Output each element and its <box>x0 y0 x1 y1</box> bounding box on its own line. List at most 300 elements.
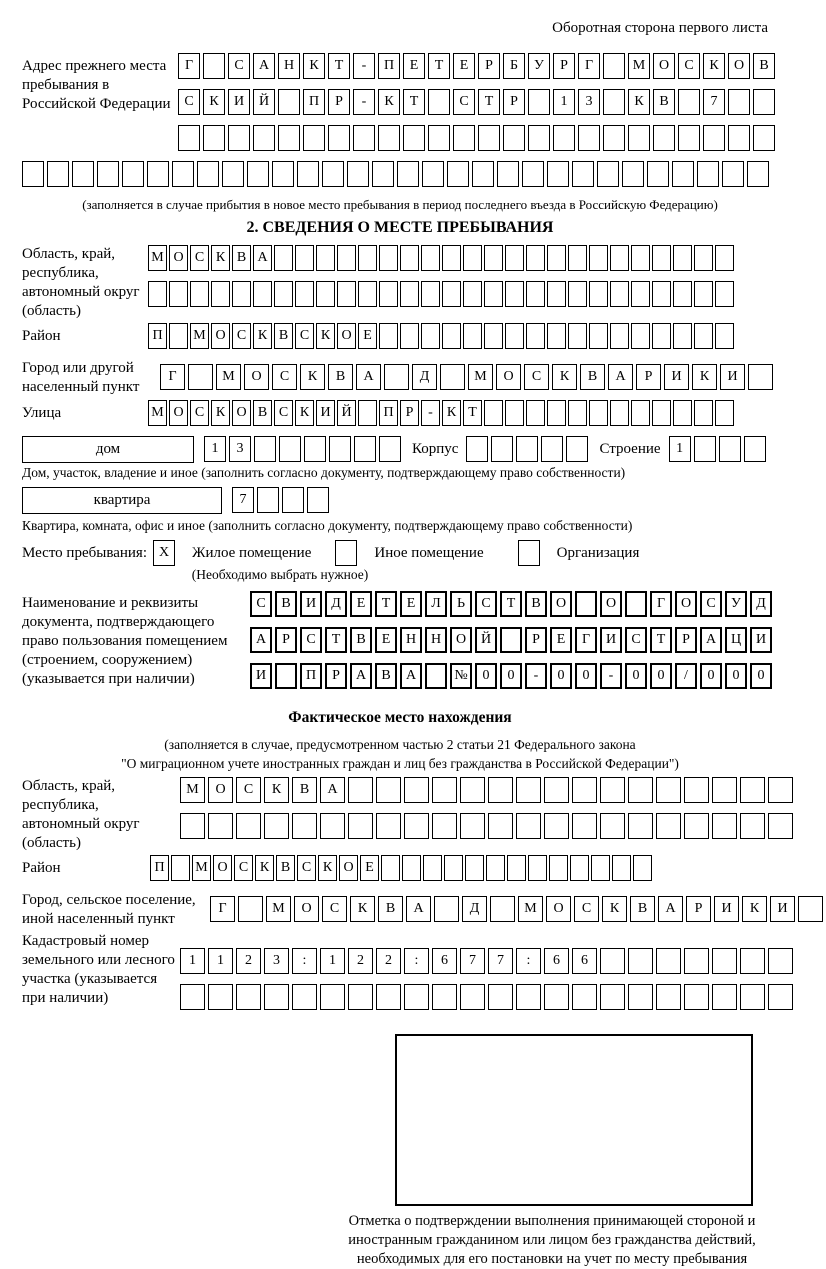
char-cell <box>297 161 319 187</box>
char-cell: № <box>450 663 472 689</box>
char-cell: Р <box>686 896 711 922</box>
char-cell <box>568 245 587 271</box>
char-cell <box>484 245 503 271</box>
char-cell: 0 <box>650 663 672 689</box>
char-cell: : <box>404 948 429 974</box>
char-cell <box>522 161 544 187</box>
char-cell: Е <box>550 627 572 653</box>
char-cell: К <box>211 400 230 426</box>
char-cell: М <box>180 777 205 803</box>
char-cell <box>428 125 450 151</box>
char-cell <box>402 855 421 881</box>
stroenie-label: Строение <box>599 441 661 457</box>
char-cell: М <box>192 855 211 881</box>
char-cell: Г <box>578 53 600 79</box>
char-cell <box>740 777 765 803</box>
char-cell: 7 <box>703 89 725 115</box>
char-cell: О <box>337 323 356 349</box>
char-cell: К <box>211 245 230 271</box>
char-cell <box>348 984 373 1010</box>
char-cell <box>673 323 692 349</box>
street-field <box>0 400 800 436</box>
char-cell: 1 <box>180 948 205 974</box>
char-cell: Р <box>328 89 350 115</box>
fact-city-row <box>210 896 826 923</box>
char-cell: В <box>292 777 317 803</box>
char-cell <box>768 777 793 803</box>
char-cell <box>631 245 650 271</box>
char-cell <box>744 436 766 462</box>
char-cell <box>488 984 513 1010</box>
char-cell: К <box>203 89 225 115</box>
char-cell <box>208 984 233 1010</box>
char-cell <box>652 281 671 307</box>
char-cell: 7 <box>488 948 513 974</box>
char-cell: К <box>316 323 335 349</box>
char-cell <box>600 777 625 803</box>
char-cell: Т <box>325 627 347 653</box>
char-cell <box>372 161 394 187</box>
char-cell: А <box>406 896 431 922</box>
char-cell: Г <box>210 896 235 922</box>
city-label: Город или другой населенный пункт <box>22 360 140 395</box>
prev-address-row-3 <box>178 125 778 152</box>
fact-region-row-2 <box>180 813 796 840</box>
char-cell <box>328 125 350 151</box>
char-cell <box>652 245 671 271</box>
char-cell <box>628 984 653 1010</box>
char-cell: О <box>339 855 358 881</box>
char-cell: Г <box>178 53 200 79</box>
char-cell <box>236 984 261 1010</box>
cadastral-row-2 <box>180 984 796 1011</box>
char-cell: В <box>328 364 353 390</box>
char-cell <box>337 281 356 307</box>
char-cell: 2 <box>236 948 261 974</box>
char-cell <box>633 855 652 881</box>
char-cell <box>303 125 325 151</box>
char-cell <box>211 281 230 307</box>
stroenie-cells <box>669 436 769 463</box>
char-cell <box>678 89 700 115</box>
char-cell <box>460 813 485 839</box>
char-cell <box>208 813 233 839</box>
char-cell: О <box>169 400 188 426</box>
char-cell <box>257 487 279 513</box>
char-cell: О <box>675 591 697 617</box>
cadastral-field <box>0 932 800 1020</box>
char-cell <box>466 436 488 462</box>
fact-city-field <box>0 891 800 932</box>
char-cell <box>647 161 669 187</box>
char-cell <box>719 436 741 462</box>
char-cell <box>432 813 457 839</box>
char-cell <box>673 245 692 271</box>
char-cell: 3 <box>264 948 289 974</box>
prev-address-label: Адрес прежнего места пребывания в Российской Федерации <box>22 58 171 112</box>
fact-region-field <box>0 777 800 853</box>
char-cell: П <box>300 663 322 689</box>
char-cell: X <box>153 540 175 566</box>
char-cell: А <box>658 896 683 922</box>
char-cell: Р <box>675 627 697 653</box>
char-cell <box>528 125 550 151</box>
char-cell <box>544 984 569 1010</box>
char-cell <box>547 323 566 349</box>
char-cell: О <box>546 896 571 922</box>
stay-type-checkbox-organization <box>518 540 543 567</box>
char-cell <box>404 813 429 839</box>
char-cell <box>526 281 545 307</box>
char-cell: 2 <box>348 948 373 974</box>
char-cell <box>253 125 275 151</box>
char-cell <box>740 813 765 839</box>
char-cell: В <box>350 627 372 653</box>
char-cell <box>547 281 566 307</box>
char-cell: 1 <box>553 89 575 115</box>
char-cell <box>603 125 625 151</box>
apartment-box-label: квартира <box>22 487 222 514</box>
char-cell <box>379 323 398 349</box>
korpus-label: Корпус <box>412 441 459 457</box>
char-cell <box>503 125 525 151</box>
char-cell <box>656 948 681 974</box>
char-cell <box>307 487 329 513</box>
char-cell <box>603 89 625 115</box>
char-cell <box>694 281 713 307</box>
char-cell: В <box>375 663 397 689</box>
char-cell: 6 <box>432 948 457 974</box>
char-cell: С <box>700 591 722 617</box>
stay-type-option-residential: Жилое помещение <box>192 545 312 561</box>
char-cell <box>684 984 709 1010</box>
char-cell <box>589 245 608 271</box>
char-cell <box>316 245 335 271</box>
char-cell: 1 <box>669 436 691 462</box>
char-cell <box>97 161 119 187</box>
char-cell <box>516 984 541 1010</box>
char-cell <box>421 323 440 349</box>
prev-address-row-1 <box>178 53 778 80</box>
house-row <box>0 436 800 463</box>
char-cell <box>178 125 200 151</box>
fact-district-row <box>150 855 654 882</box>
char-cell: П <box>379 400 398 426</box>
document-row-2 <box>250 627 775 654</box>
char-cell <box>748 364 773 390</box>
char-cell: Р <box>275 627 297 653</box>
char-cell <box>678 125 700 151</box>
char-cell: А <box>608 364 633 390</box>
char-cell: О <box>550 591 572 617</box>
char-cell: П <box>148 323 167 349</box>
char-cell <box>505 400 524 426</box>
fact-city-label: Город, сельское поселение, иной населенный пункт <box>22 892 196 927</box>
stay-type-option-other: Иное помещение <box>374 545 484 561</box>
char-cell <box>603 53 625 79</box>
char-cell: К <box>255 855 274 881</box>
char-cell <box>278 125 300 151</box>
char-cell <box>442 323 461 349</box>
char-cell <box>335 540 357 566</box>
city-row <box>160 364 776 391</box>
char-cell <box>712 777 737 803</box>
section2-title: 2. СВЕДЕНИЯ О МЕСТЕ ПРЕБЫВАНИЯ <box>246 219 554 236</box>
char-cell <box>403 125 425 151</box>
fact-region-row-1 <box>180 777 796 804</box>
char-cell <box>282 487 304 513</box>
char-cell: К <box>742 896 767 922</box>
char-cell: С <box>274 400 293 426</box>
char-cell <box>316 281 335 307</box>
char-cell <box>490 896 515 922</box>
char-cell: 1 <box>320 948 345 974</box>
char-cell <box>122 161 144 187</box>
char-cell <box>376 777 401 803</box>
char-cell: А <box>350 663 372 689</box>
char-cell: Б <box>503 53 525 79</box>
char-cell: 3 <box>229 436 251 462</box>
char-cell: С <box>678 53 700 79</box>
char-cell: Д <box>462 896 487 922</box>
district-field <box>0 323 800 359</box>
char-cell: Й <box>475 627 497 653</box>
char-cell <box>612 855 631 881</box>
house-caption: Дом, участок, владение и иное (заполнить согласно документу, подтверждающему право собственности) <box>22 465 626 480</box>
apartment-caption: Квартира, комната, офис и иное (заполнить согласно документу, подтверждающему право собственности) <box>22 518 633 533</box>
char-cell: У <box>528 53 550 79</box>
char-cell: М <box>148 245 167 271</box>
char-cell: О <box>450 627 472 653</box>
char-cell: Р <box>503 89 525 115</box>
char-cell <box>379 281 398 307</box>
char-cell: В <box>525 591 547 617</box>
char-cell <box>264 813 289 839</box>
char-cell: И <box>316 400 335 426</box>
document-row-1 <box>250 591 775 618</box>
char-cell: 0 <box>750 663 772 689</box>
char-cell <box>703 125 725 151</box>
char-cell <box>628 948 653 974</box>
stay-type-checkbox-other <box>335 540 360 567</box>
char-cell: 0 <box>625 663 647 689</box>
char-cell <box>753 125 775 151</box>
stay-type-label: Место пребывания: <box>22 545 147 561</box>
region-field <box>0 245 800 321</box>
char-cell <box>505 281 524 307</box>
char-cell <box>798 896 823 922</box>
char-cell <box>147 161 169 187</box>
char-cell: Т <box>463 400 482 426</box>
char-cell <box>379 245 398 271</box>
char-cell <box>397 161 419 187</box>
char-cell <box>254 436 276 462</box>
char-cell: 6 <box>544 948 569 974</box>
char-cell <box>354 436 376 462</box>
char-cell: Е <box>453 53 475 79</box>
char-cell: И <box>664 364 689 390</box>
char-cell: И <box>228 89 250 115</box>
char-cell <box>292 813 317 839</box>
char-cell <box>295 245 314 271</box>
char-cell <box>486 855 505 881</box>
char-cell: А <box>320 777 345 803</box>
char-cell: В <box>580 364 605 390</box>
stamp-area <box>0 1034 800 1206</box>
char-cell <box>272 161 294 187</box>
char-cell <box>484 281 503 307</box>
char-cell <box>578 125 600 151</box>
char-cell <box>694 400 713 426</box>
char-cell: Л <box>425 591 447 617</box>
fact-district-field <box>0 855 800 891</box>
char-cell: С <box>453 89 475 115</box>
char-cell: А <box>400 663 422 689</box>
char-cell <box>203 125 225 151</box>
char-cell <box>694 436 716 462</box>
char-cell <box>188 364 213 390</box>
char-cell: Р <box>553 53 575 79</box>
char-cell: В <box>630 896 655 922</box>
char-cell <box>610 323 629 349</box>
prev-address-grid <box>178 53 778 161</box>
char-cell <box>488 777 513 803</box>
char-cell <box>278 89 300 115</box>
char-cell: М <box>518 896 543 922</box>
char-cell: - <box>600 663 622 689</box>
actual-location-caption-1: (заполняется в случае, предусмотренном частью 2 статьи 21 Федерального закона <box>164 737 636 752</box>
char-cell <box>591 855 610 881</box>
char-cell <box>197 161 219 187</box>
stay-type-option-organization: Организация <box>556 545 640 561</box>
char-cell: Ь <box>450 591 472 617</box>
char-cell <box>447 161 469 187</box>
char-cell <box>568 323 587 349</box>
char-cell: - <box>353 89 375 115</box>
char-cell <box>549 855 568 881</box>
char-cell <box>295 281 314 307</box>
char-cell <box>320 813 345 839</box>
char-cell <box>484 323 503 349</box>
char-cell <box>572 777 597 803</box>
char-cell: И <box>300 591 322 617</box>
char-cell: С <box>297 855 316 881</box>
char-cell: О <box>208 777 233 803</box>
char-cell <box>728 89 750 115</box>
char-cell <box>553 125 575 151</box>
char-cell <box>684 948 709 974</box>
char-cell: 1 <box>204 436 226 462</box>
char-cell <box>628 125 650 151</box>
char-cell <box>656 813 681 839</box>
char-cell: В <box>378 896 403 922</box>
char-cell <box>528 89 550 115</box>
char-cell: С <box>250 591 272 617</box>
char-cell: Т <box>500 591 522 617</box>
char-cell <box>516 813 541 839</box>
char-cell: В <box>653 89 675 115</box>
document-grid <box>250 591 775 699</box>
char-cell: С <box>295 323 314 349</box>
region-label: Область, край, республика, автономный округ (область) <box>22 246 140 319</box>
char-cell: С <box>236 777 261 803</box>
char-cell: 0 <box>725 663 747 689</box>
char-cell <box>378 125 400 151</box>
char-cell <box>238 896 263 922</box>
char-cell <box>384 364 409 390</box>
char-cell: Т <box>650 627 672 653</box>
prev-address-caption: (заполняется в случае прибытия в новое место пребывания в период последнего въезда в Российскую Федерацию) <box>82 197 718 212</box>
char-cell <box>279 436 301 462</box>
char-cell <box>423 855 442 881</box>
char-cell: И <box>770 896 795 922</box>
char-cell <box>465 855 484 881</box>
char-cell: П <box>378 53 400 79</box>
char-cell <box>171 855 190 881</box>
char-cell <box>653 125 675 151</box>
char-cell: К <box>628 89 650 115</box>
char-cell: Е <box>358 323 377 349</box>
stay-type-checkbox-residential <box>153 540 178 567</box>
char-cell: 0 <box>500 663 522 689</box>
char-cell <box>440 364 465 390</box>
char-cell: О <box>600 591 622 617</box>
char-cell <box>358 400 377 426</box>
char-cell: 0 <box>475 663 497 689</box>
char-cell <box>715 323 734 349</box>
char-cell <box>232 281 251 307</box>
char-cell <box>600 948 625 974</box>
char-cell: О <box>294 896 319 922</box>
char-cell <box>684 813 709 839</box>
char-cell: О <box>232 400 251 426</box>
char-cell <box>460 777 485 803</box>
char-cell <box>589 400 608 426</box>
prev-address-row-4 <box>0 161 800 188</box>
char-cell: О <box>213 855 232 881</box>
char-cell <box>656 777 681 803</box>
char-cell <box>236 813 261 839</box>
char-cell <box>575 591 597 617</box>
char-cell: Р <box>478 53 500 79</box>
char-cell: 0 <box>550 663 572 689</box>
char-cell <box>425 663 447 689</box>
char-cell <box>673 281 692 307</box>
char-cell: 2 <box>376 948 401 974</box>
char-cell <box>228 125 250 151</box>
char-cell <box>358 245 377 271</box>
char-cell <box>422 161 444 187</box>
char-cell: К <box>303 53 325 79</box>
char-cell: Й <box>337 400 356 426</box>
char-cell <box>570 855 589 881</box>
prev-address-row-2 <box>178 89 778 116</box>
char-cell: А <box>356 364 381 390</box>
char-cell <box>322 161 344 187</box>
char-cell <box>600 984 625 1010</box>
char-cell: К <box>318 855 337 881</box>
cadastral-grid <box>180 932 796 1020</box>
char-cell <box>622 161 644 187</box>
char-cell: Р <box>400 400 419 426</box>
cadastral-row-1 <box>180 948 796 975</box>
char-cell: М <box>468 364 493 390</box>
char-cell: Р <box>325 663 347 689</box>
char-cell <box>329 436 351 462</box>
char-cell <box>460 984 485 1010</box>
district-row <box>148 323 736 350</box>
char-cell: С <box>475 591 497 617</box>
